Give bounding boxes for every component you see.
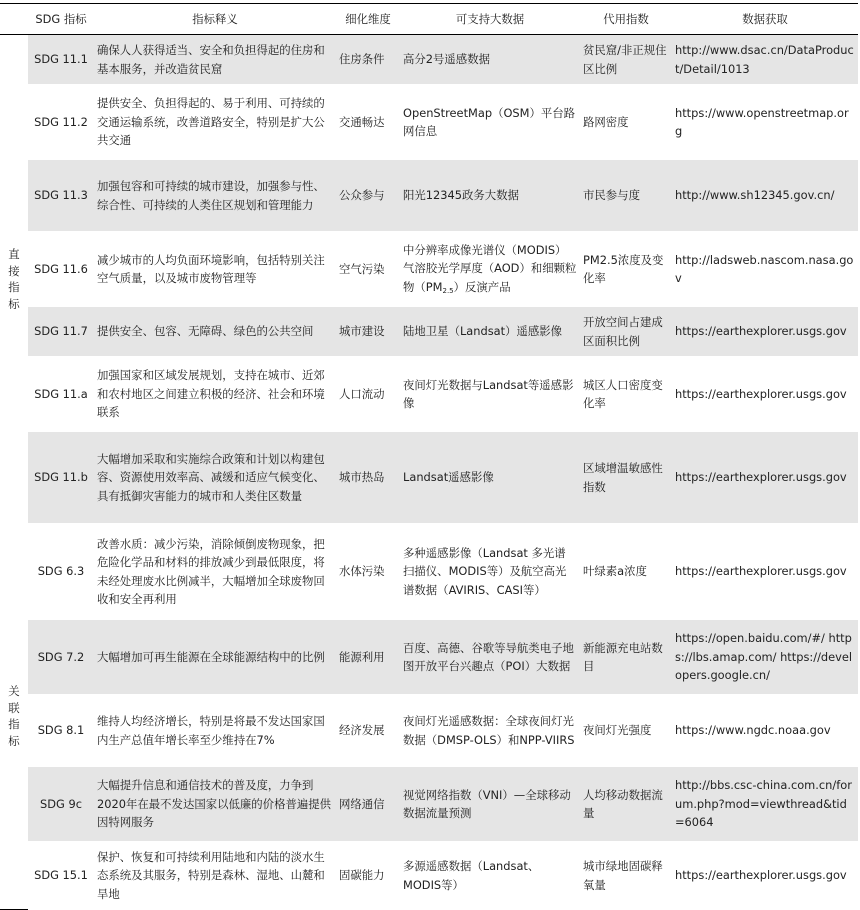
group-label-related: 关 联 指 标 xyxy=(0,524,28,910)
header-sdg: SDG 指标 xyxy=(28,4,94,35)
proxy-index: 夜间灯光强度 xyxy=(580,695,672,767)
proxy-index: 区域增温敏感性指数 xyxy=(580,432,672,524)
data-source-url: https://open.baidu.com/#/ https://lbs.amap.com/ https://developers.google.cn/ xyxy=(672,620,858,695)
indicator-description: 保护、恢复和可持续利用陆地和内陆的淡水生态系统及其服务，特别是森林、湿地、山麓和旱地 xyxy=(94,842,336,910)
big-data-source: 夜间灯光数据与Landsat等遥感影像 xyxy=(400,357,580,432)
proxy-index: 路网密度 xyxy=(580,85,672,160)
pm-subscript: 2.5 xyxy=(442,286,454,295)
dimension: 网络通信 xyxy=(336,767,400,842)
big-data-source: 阳光12345政务大数据 xyxy=(400,160,580,232)
sdg-code: SDG 11.b xyxy=(28,432,94,524)
dimension: 城市建设 xyxy=(336,307,400,357)
header-big-data: 可支持大数据 xyxy=(400,4,580,35)
data-source-url: https://earthexplorer.usgs.gov xyxy=(672,524,858,620)
sdg-code: SDG 11.3 xyxy=(28,160,94,232)
big-data-source: Landsat遥感影像 xyxy=(400,432,580,524)
table-row xyxy=(0,524,858,620)
table-row xyxy=(0,432,858,524)
sdg-code: SDG 7.2 xyxy=(28,620,94,695)
data-source-url: https://www.openstreetmap.org xyxy=(672,85,858,160)
data-source-url: http://www.sh12345.gov.cn/ xyxy=(672,160,858,232)
sdg-code: SDG 11.6 xyxy=(28,232,94,307)
sdg-code: SDG 15.1 xyxy=(28,842,94,910)
indicator-description: 确保人人获得适当、安全和负担得起的住房和基本服务，并改造贫民窟 xyxy=(94,35,336,85)
dimension: 经济发展 xyxy=(336,695,400,767)
sdg-code: SDG 8.1 xyxy=(28,695,94,767)
table-row xyxy=(0,232,858,307)
dimension: 水体污染 xyxy=(336,524,400,620)
dimension: 交通畅达 xyxy=(336,85,400,160)
dimension: 空气污染 xyxy=(336,232,400,307)
sdg-code: SDG 11.1 xyxy=(28,35,94,85)
header-description: 指标释义 xyxy=(94,4,336,35)
header-proxy-index: 代用指数 xyxy=(580,4,672,35)
indicator-description: 提供安全、负担得起的、易于利用、可持续的交通运输系统，改善道路安全，特别是扩大公共交通 xyxy=(94,85,336,160)
data-source-url: https://www.ngdc.noaa.gov xyxy=(672,695,858,767)
sdg-code: SDG 9c xyxy=(28,767,94,842)
sdg-code: SDG 6.3 xyxy=(28,524,94,620)
table-row xyxy=(0,85,858,160)
table-row xyxy=(0,620,858,695)
proxy-index: 开放空间占建成区面积比例 xyxy=(580,307,672,357)
data-source-url: https://earthexplorer.usgs.gov xyxy=(672,307,858,357)
proxy-index: PM2.5浓度及变化率 xyxy=(580,232,672,307)
big-data-source: 多源遥感数据（Landsat、MODIS等） xyxy=(400,842,580,910)
big-data-source: OpenStreetMap（OSM）平台路网信息 xyxy=(400,85,580,160)
sdg-code: SDG 11.2 xyxy=(28,85,94,160)
table-row xyxy=(0,842,858,910)
indicator-description: 减少城市的人均负面环境影响，包括特别关注空气质量，以及城市废物管理等 xyxy=(94,232,336,307)
proxy-index: 新能源充电站数目 xyxy=(580,620,672,695)
table-row xyxy=(0,695,858,767)
table-row xyxy=(0,357,858,432)
indicator-description: 大幅增加采取和实施综合政策和计划以构建包容、资源使用效率高、减缓和适应气候变化、具有抵御灾害能力的城市和人类住区数量 xyxy=(94,432,336,524)
dimension: 住房条件 xyxy=(336,35,400,85)
big-data-source: 夜间灯光遥感数据：全球夜间灯光数据（DMSP-OLS）和NPP-VIIRS xyxy=(400,695,580,767)
indicator-description: 加强包容和可持续的城市建设，加强参与性、综合性、可持续的人类住区规划和管理能力 xyxy=(94,160,336,232)
data-source-url: http://bbs.csc-china.com.cn/forum.php?mod=viewthread&tid=6064 xyxy=(672,767,858,842)
dimension: 人口流动 xyxy=(336,357,400,432)
sdg-indicator-table xyxy=(0,3,858,910)
header-row xyxy=(0,4,858,35)
big-data-source: 高分2号遥感数据 xyxy=(400,35,580,85)
indicator-description: 提供安全、包容、无障碍、绿色的公共空间 xyxy=(94,307,336,357)
dimension: 固碳能力 xyxy=(336,842,400,910)
proxy-index: 城市绿地固碳释氧量 xyxy=(580,842,672,910)
group-header xyxy=(0,4,28,35)
indicator-description: 维持人均经济增长，特别是将最不发达国家国内生产总值年增长率至少维持在7% xyxy=(94,695,336,767)
data-source-url: https://earthexplorer.usgs.gov xyxy=(672,432,858,524)
data-source-url: http://ladsweb.nascom.nasa.gov xyxy=(672,232,858,307)
header-data-source: 数据获取 xyxy=(672,4,858,35)
big-data-source: 陆地卫星（Landsat）遥感影像 xyxy=(400,307,580,357)
data-source-url: https://earthexplorer.usgs.gov xyxy=(672,357,858,432)
table-row xyxy=(0,307,858,357)
table-row xyxy=(0,160,858,232)
dimension: 公众参与 xyxy=(336,160,400,232)
proxy-index: 市民参与度 xyxy=(580,160,672,232)
table-row xyxy=(0,767,858,842)
big-data-source: 中分辨率成像光谱仪（MODIS）气溶胶光学厚度（AOD）和细颗粒物$(PM_{2.5})$反演产品 xyxy=(400,232,580,307)
dimension: 城市热岛 xyxy=(336,432,400,524)
indicator-description: 加强国家和区域发展规划，支持在城市、近郊和农村地区之间建立积极的经济、社会和环境联系 xyxy=(94,357,336,432)
data-source-url: https://earthexplorer.usgs.gov xyxy=(672,842,858,910)
proxy-index: 城区人口密度变化率 xyxy=(580,357,672,432)
sdg-code: SDG 11.a xyxy=(28,357,94,432)
group-label-direct: 直 接 指 标 xyxy=(0,35,28,524)
sdg-code: SDG 11.7 xyxy=(28,307,94,357)
big-data-source: 视觉网络指数（VNI）—全球移动数据流量预测 xyxy=(400,767,580,842)
table-row xyxy=(0,35,858,85)
big-data-source: 百度、高德、谷歌等导航类电子地图开放平台兴趣点（POI）大数据 xyxy=(400,620,580,695)
indicator-description: 大幅增加可再生能源在全球能源结构中的比例 xyxy=(94,620,336,695)
data-source-url: http://www.dsac.cn/DataProduct/Detail/1013 xyxy=(672,35,858,85)
header-dimension: 细化维度 xyxy=(336,4,400,35)
proxy-index: 人均移动数据流量 xyxy=(580,767,672,842)
proxy-index: 叶绿素a浓度 xyxy=(580,524,672,620)
big-data-source: 多种遥感影像（Landsat 多光谱扫描仪、MODIS等）及航空高光谱数据（AVIRIS、CASI等） xyxy=(400,524,580,620)
indicator-description: 大幅提升信息和通信技术的普及度，力争到2020年在最不发达国家以低廉的价格普遍提供因特网服务 xyxy=(94,767,336,842)
dimension: 能源利用 xyxy=(336,620,400,695)
indicator-description: 改善水质：减少污染，消除倾倒废物现象，把危险化学品和材料的排放减少到最低限度，将未经处理废水比例减半，大幅增加全球废物回收和安全再利用 xyxy=(94,524,336,620)
proxy-index: 贫民窟/非正规住区比例 xyxy=(580,35,672,85)
